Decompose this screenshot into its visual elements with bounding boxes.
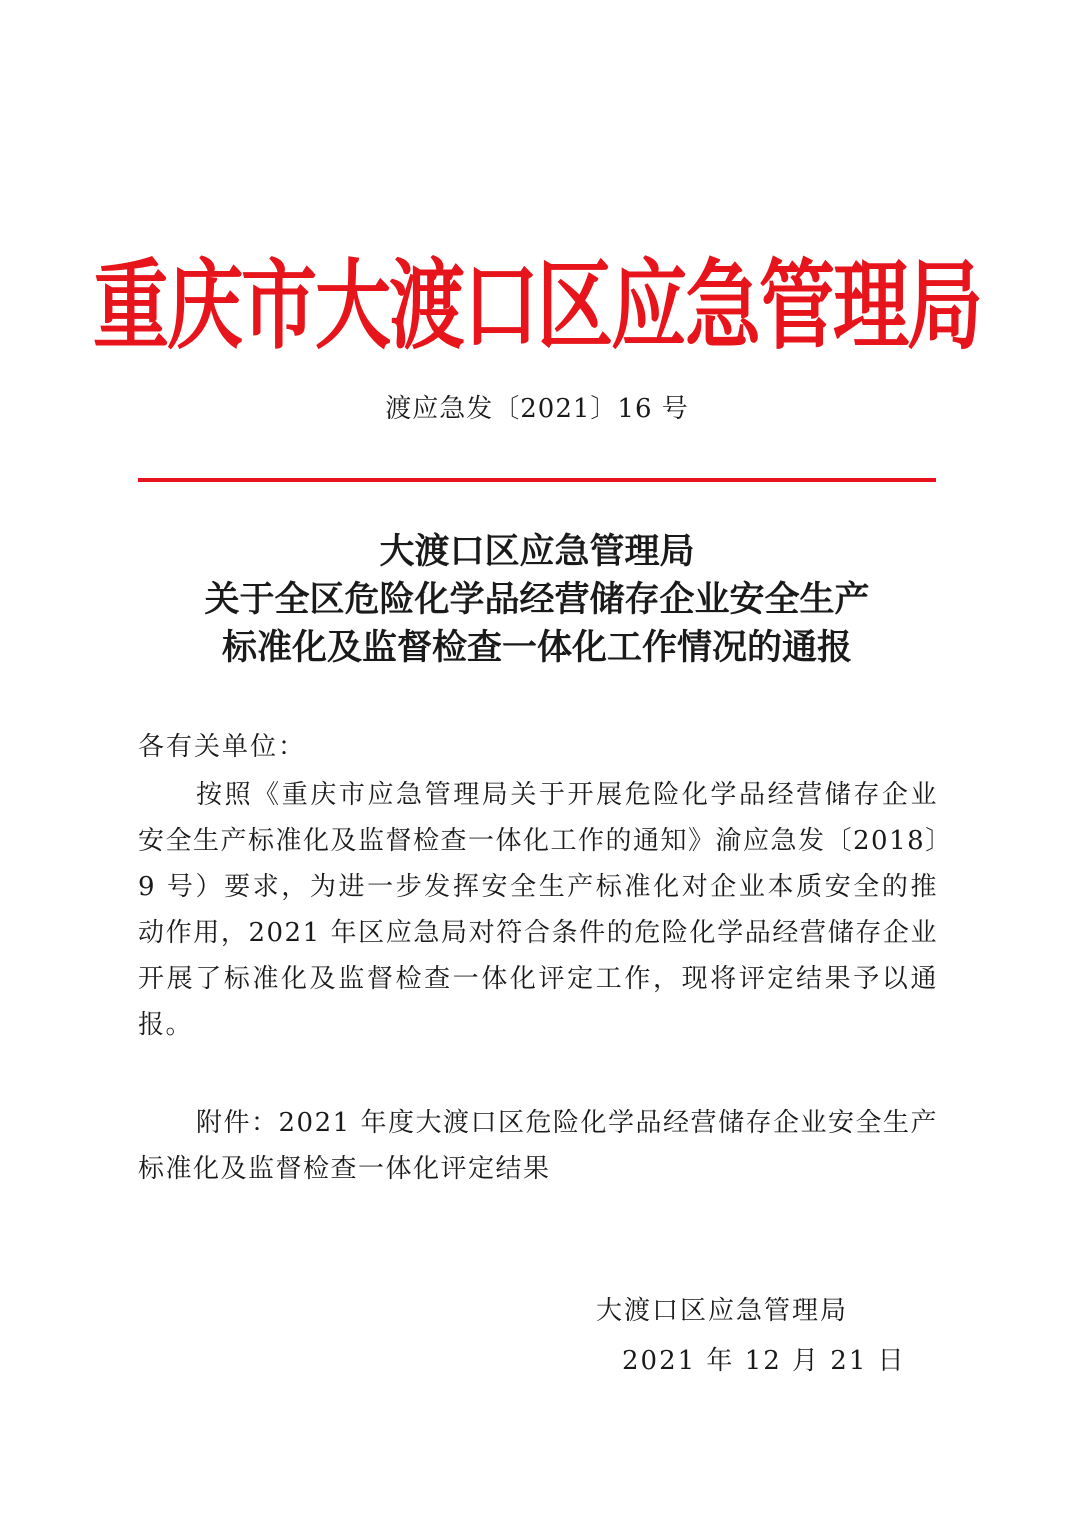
- attachment-line: 附件：2021 年度大渡口区危险化学品经营储存企业安全生产: [196, 1108, 938, 1138]
- signature-organization: 大渡口区应急管理局: [596, 1296, 849, 1326]
- paragraph-line: 安全生产标准化及监督检查一体化工作的通知》渝应急发〔2018〕: [138, 826, 953, 856]
- attachment-note: [138, 1100, 938, 1192]
- document-title: [0, 528, 1074, 672]
- red-divider-line: [138, 478, 936, 482]
- title-line: 关于全区危险化学品经营储存企业安全生产: [204, 579, 870, 620]
- paragraph-line: 9 号）要求，为进一步发挥安全生产标准化对企业本质安全的推: [138, 872, 938, 902]
- paragraph-line: 开展了标准化及监督检查一体化评定工作，现将评定结果予以通: [138, 964, 938, 994]
- salutation: 各有关单位：: [138, 732, 307, 762]
- body-paragraph: [138, 772, 953, 1048]
- issuer-header: 重庆市大渡口区应急管理局: [93, 248, 981, 363]
- attachment-line: 标准化及监督检查一体化评定结果: [138, 1154, 551, 1184]
- paragraph-line: 报。: [138, 1010, 194, 1040]
- paragraph-line: 按照《重庆市应急管理局关于开展危险化学品经营储存企业: [196, 780, 938, 810]
- title-line: 标准化及监督检查一体化工作情况的通报: [221, 627, 852, 668]
- signature-date: 2021 年 12 月 21 日: [622, 1346, 906, 1376]
- title-line: 大渡口区应急管理局: [379, 531, 695, 572]
- paragraph-line: 动作用，2021 年区应急局对符合条件的危险化学品经营储存企业: [138, 918, 938, 948]
- document-number: 渡应急发〔2021〕16 号: [385, 394, 689, 424]
